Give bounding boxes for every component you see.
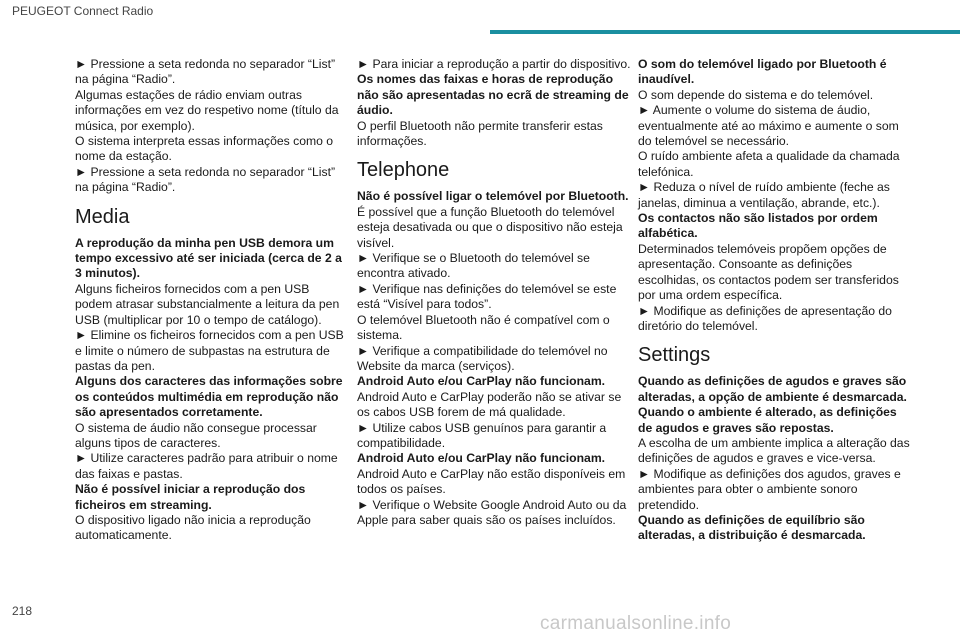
- header-accent-bar: [490, 30, 960, 34]
- question-heading: Android Auto e/ou CarPlay não funcionam.: [357, 451, 606, 466]
- body-paragraph: Android Auto e CarPlay não estão disponíveis em todos os países.: [357, 466, 626, 497]
- question-heading: Quando as definições de equilíbrio são alteradas, a distribuição é desmarcada.: [638, 512, 866, 543]
- question-heading: Android Auto e/ou CarPlay não funcionam.: [357, 374, 606, 389]
- body-paragraph: O perfil Bluetooth não permite transferir estas informações.: [357, 118, 603, 149]
- body-paragraph: O ruído ambiente afeta a qualidade da chamada telefónica.: [638, 149, 900, 179]
- body-paragraph: ► Verifique nas definições do telemóvel se este está “Visível para todos”.: [357, 281, 617, 312]
- body-paragraph: ► Modifique as definições dos agudos, graves e ambientes para obter o ambiente sonoro pretendido.: [638, 466, 901, 512]
- body-paragraph: ► Para iniciar a reprodução a partir do dispositivo.: [357, 57, 631, 71]
- text-column-middle: [357, 57, 632, 528]
- body-paragraph: ► Elimine os ficheiros fornecidos com a pen USB e limite o número de subpastas na estrutura de pastas da pen.: [75, 328, 344, 373]
- body-paragraph: ► Utilize caracteres padrão para atribuir o nome das faixas e pastas.: [75, 451, 338, 481]
- body-paragraph: ► Pressione a seta redonda no separador “List” na página “Radio”.: [75, 57, 336, 87]
- body-paragraph: O sistema interpreta essas informações como o nome da estação.: [75, 134, 334, 164]
- body-paragraph: Algumas estações de rádio enviam outras informações em vez do respetivo nome (título da música, por exemplo).: [75, 87, 339, 133]
- section-heading: Media: [75, 205, 130, 228]
- body-paragraph: Alguns ficheiros fornecidos com a pen USB podem atrasar substancialmente a leitura da pen USB (multiplicar por 10 o tempo de catálogo).: [75, 281, 340, 327]
- watermark: carmanualsonline.info: [540, 613, 732, 634]
- body-paragraph: Determinados telemóveis propõem opções de apresentação. Consoante as definições escolhidas, os contactos podem ser transferidos por uma ordem específica.: [638, 241, 899, 303]
- body-paragraph: A escolha de um ambiente implica a alteração das definições de agudos e graves e vice-versa.: [638, 435, 910, 466]
- body-paragraph: ► Aumente o volume do sistema de áudio, eventualmente até ao máximo e aumente o som do telemóvel se necessário.: [638, 103, 899, 149]
- body-paragraph: ► Verifique se o Bluetooth do telemóvel se encontra ativado.: [357, 251, 590, 281]
- question-heading: Quando as definições de agudos e graves são alteradas, a opção de ambiente é desmarcada.: [638, 374, 907, 404]
- body-paragraph: O telemóvel Bluetooth não é compatível com o sistema.: [357, 312, 610, 343]
- body-paragraph: O som depende do sistema e do telemóvel.: [638, 87, 874, 102]
- question-heading: Não é possível ligar o telemóvel por Bluetooth.: [357, 189, 629, 204]
- section-heading: Telephone: [357, 159, 450, 182]
- text-column-left: [75, 57, 350, 544]
- body-paragraph: ► Reduza o nível de ruído ambiente (feche as janelas, diminua a ventilação, abrande, etc.).: [638, 180, 890, 210]
- question-heading: Os contactos não são listados por ordem alfabética.: [638, 211, 878, 241]
- body-paragraph: ► Utilize cabos USB genuínos para garantir a compatibilidade.: [357, 420, 607, 450]
- question-heading: Quando o ambiente é alterado, as definições de agudos e graves são repostas.: [638, 405, 897, 435]
- question-heading: Os nomes das faixas e horas de reprodução não são apresentadas no ecrã de streaming de áudio.: [357, 72, 629, 118]
- question-heading: Não é possível iniciar a reprodução dos ficheiros em streaming.: [75, 482, 306, 512]
- body-paragraph: O sistema de áudio não consegue processar alguns tipos de caracteres.: [75, 420, 317, 450]
- body-paragraph: ► Verifique a compatibilidade do telemóvel no Website da marca (serviços).: [357, 343, 608, 373]
- question-heading: A reprodução da minha pen USB demora um tempo excessivo até ser iniciada (cerca de 2 a 3 minutos).: [75, 235, 342, 281]
- page-number: 218: [12, 604, 33, 618]
- text-column-right: [638, 57, 913, 544]
- body-paragraph: É possível que a função Bluetooth do telemóvel esteja desativada ou que o dispositivo não esteja visível.: [357, 204, 623, 250]
- question-heading: O som do telemóvel ligado por Bluetooth é inaudível.: [638, 57, 887, 87]
- question-heading: Alguns dos caracteres das informações sobre os conteúdos multimédia em reprodução não são apresentados corretamente.: [75, 374, 343, 420]
- body-paragraph: Android Auto e CarPlay poderão não se ativar se os cabos USB forem de má qualidade.: [357, 389, 622, 420]
- body-paragraph: ► Modifique as definições de apresentação do diretório do telemóvel.: [638, 303, 892, 333]
- body-paragraph: ► Verifique o Website Google Android Auto ou da Apple para saber quais são os países incluídos.: [357, 497, 627, 527]
- running-header: PEUGEOT Connect Radio: [12, 4, 154, 18]
- section-heading: Settings: [638, 344, 711, 367]
- body-paragraph: ► Pressione a seta redonda no separador “List” na página “Radio”.: [75, 164, 336, 195]
- body-paragraph: O dispositivo ligado não inicia a reprodução automaticamente.: [75, 512, 311, 543]
